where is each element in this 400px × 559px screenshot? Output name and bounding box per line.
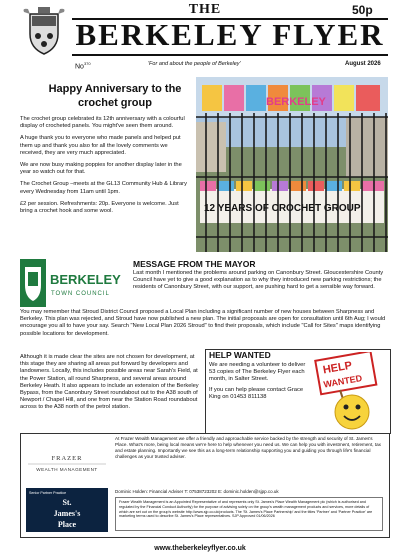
- sjp-name-3: Place: [57, 520, 77, 529]
- crochet-panels-bottom: [200, 181, 384, 191]
- masthead-the: THE: [188, 2, 222, 17]
- mayor-body-paragraph: You may remember that Stroud District Council proposed a Local Plan including a significant number of new houses between Sharpness and Berkeley. This plan was rejected, and Stroud have now published a new plan. The initial proposals are open for consultation until 6th Aug; I would encourage you all to have your say. Search "New Local Plan 2026 Stroud" to find their proposals, which include "Call for Sites" maps identifying possible locations for development.: [20, 309, 386, 337]
- help-wanted-text: [209, 362, 309, 401]
- crochet-headline: Happy Anniversary to the crochet group: [48, 83, 182, 109]
- issue-label: No: [75, 63, 84, 71]
- advert-contact: Dominic Holden: Financial Adviser T: 07538723202 E: dominic.holden@sjpp.co.uk: [115, 489, 279, 494]
- photo-banner-berkeley: BERKELEY: [266, 96, 326, 108]
- st-james-place-logo: [26, 488, 108, 532]
- sjp-label: Senior Partner Practice: [29, 491, 67, 495]
- crochet-article: [20, 116, 192, 220]
- help-wanted-message: We are needing a volunteer to deliver 53 copies of The Berkeley Flyer each month, in Salter Street.: [209, 362, 306, 383]
- council-sub: TOWN COUNCIL: [51, 291, 110, 297]
- advert-intro: At Frazer Wealth Management we offer a friendly and approachable service backed by the strength and security of St. James's Place. What's more, being local means we're here to help whenever you need us. We can help you with investment, retirement, tax and estate planning. Importantly we see this as a long-term relationship supporting you and guiding you through life's financial challenges as your trusted adviser.: [115, 436, 381, 459]
- crochet-paragraph: We are now busy making poppies for another display later in the year so watch out for that.: [20, 162, 182, 176]
- council-name: BERKELEY: [50, 272, 121, 287]
- price: 50p: [352, 3, 373, 17]
- frazer-sub: WEALTH MANAGEMENT: [36, 467, 98, 472]
- frazer-logo: [26, 452, 108, 474]
- crochet-paragraph: £2 per session. Refreshments: 20p. Everyone is welcome. Just bring a crochet hook and some wool.: [20, 200, 179, 215]
- mayor-lead-paragraph: Last month I mentioned the problems around parking on Canonbury Street. Gloucestershire County Council have yet to give a good explanation as to why they introduced new parking restrictions; the residents of Canonbury Street, with our support, are pushing hard to get a sensible way forward.: [133, 270, 384, 291]
- advert-small-print: Frazer Wealth Management is an Appointed Representative of and represents only St. James's Place Wealth Management plc (which is authorised and regulated by the Financial Conduct Authority) for the purpose of advising solely on the group's wealth management products and services, more details of which are set out on the group's website http://www.sjp.co.uk/products. The 'St. James's Place Partnership' and the titles 'Partner' and 'Partner Practice' are marketing terms used to describe St. James's Place representatives. SJP Approved 01/06/2026: [115, 497, 383, 531]
- crochet-paragraph: The crochet group celebrated its 12th anniversary with a colourful display of crocheted panels. You might've seen them around.: [20, 116, 185, 130]
- sjp-name-2: James's: [53, 509, 81, 518]
- crochet-paragraph: A huge thank you to everyone who made panels and helped put them up and thank you also for all the lovely comments we received, they are very much appreciated.: [20, 135, 181, 156]
- photo-banner-years: 12 YEARS OF CROCHET GROUP: [204, 203, 361, 214]
- footer-url[interactable]: www.theberkeleyflyer.co.uk: [154, 545, 246, 552]
- svg-text:WANTED: WANTED: [322, 373, 363, 390]
- mayor-continued-paragraph: Although it is made clear the sites are not chosen for development, at this stage they are sharing all areas put forward by developers and landowners. Locally, this includes possible areas near Sarah's Field, at the Power Station, all round Sharpness, and several areas around Berkeley Heath. It also appears to include an extension of the Berkeley Bypass, from the Canonbury Street roundabout out to the A38 south of Newport / Chapel Hill, and one from near the Station Road roundabout across to the A38 north of the petrol station.: [20, 354, 199, 411]
- issue-number: [75, 61, 91, 70]
- frazer-name: FRAZER: [51, 455, 83, 462]
- tagline: 'For and about the people of Berkeley': [148, 61, 241, 67]
- sjp-name-1: St.: [62, 498, 72, 507]
- crochet-photo: [196, 77, 388, 252]
- help-wanted-contact: If you can help please contact Grace King on 01453 811138: [209, 386, 304, 400]
- town-council-logo: [20, 259, 126, 307]
- help-wanted-headline: HELP WANTED: [209, 350, 271, 360]
- town-crest-icon: [20, 6, 68, 56]
- issue-date: August 2026: [345, 61, 381, 67]
- svg-text:HELP: HELP: [322, 359, 354, 377]
- help-wanted-smiley-icon: [300, 352, 388, 432]
- issue-value: 370: [83, 61, 91, 66]
- newspaper-title: BERKELEY FLYER: [75, 17, 385, 52]
- masthead-rule-bottom: [72, 54, 388, 56]
- mayor-headline: MESSAGE FROM THE MAYOR: [133, 259, 256, 269]
- crochet-paragraph: The Crochet Group –meets at the GL13 Community Hub & Library every Wednesday from 11am until 1pm.: [20, 181, 187, 195]
